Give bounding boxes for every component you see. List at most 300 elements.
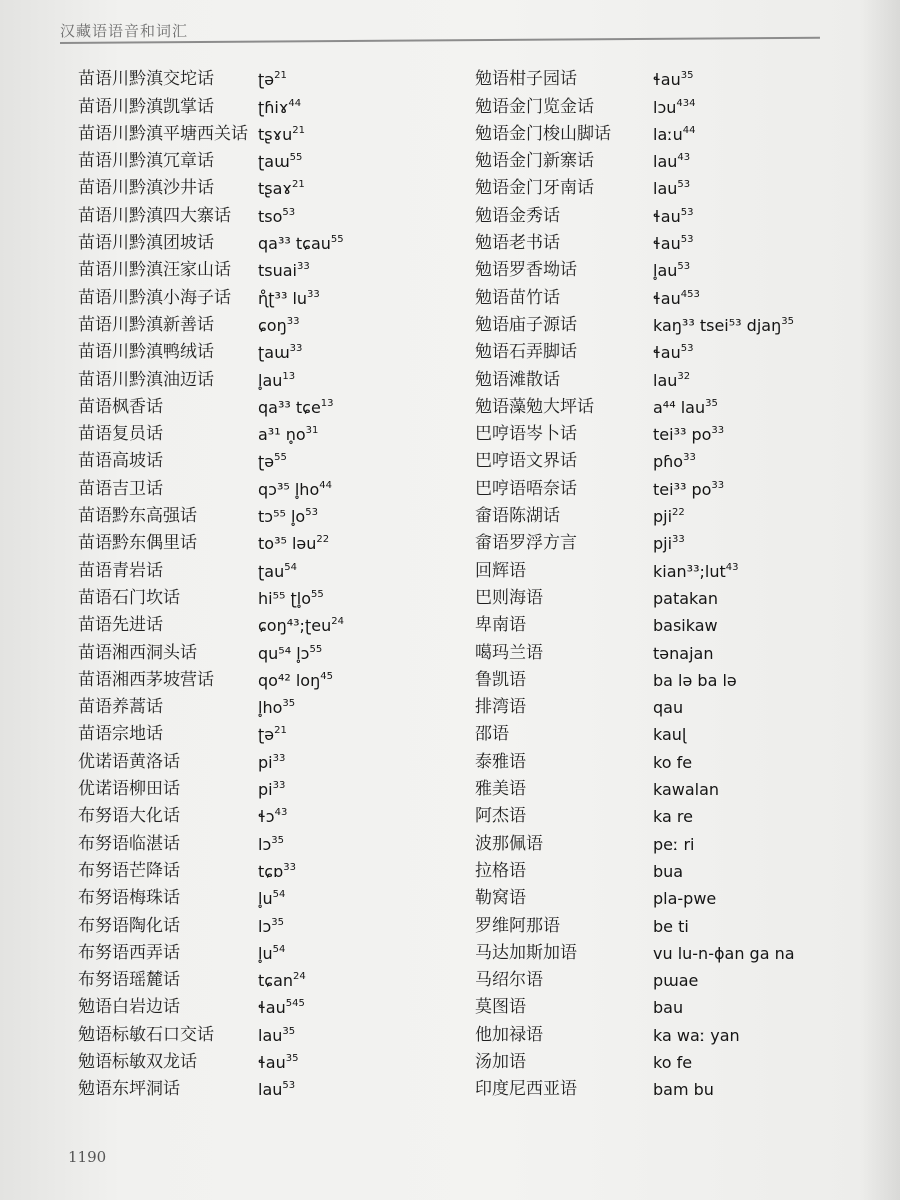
word-form-text: tɕan	[258, 971, 294, 991]
tone-number: 45	[320, 670, 333, 682]
language-name: 苗语川黔滇交坨话	[78, 69, 214, 90]
language-name: 苗语川黔滇四大寨话	[78, 205, 231, 226]
word-form	[653, 971, 698, 990]
word-form	[258, 480, 332, 499]
language-name: 布努语大化话	[78, 806, 180, 827]
word-form	[653, 125, 696, 144]
dictionary-entry	[475, 390, 795, 417]
word-form-text: kaŋ³³ tsei⁵³ djaŋ	[653, 315, 782, 335]
word-form-text: bam bu	[653, 1080, 714, 1100]
tone-number: 53	[305, 507, 318, 519]
word-form	[653, 398, 718, 417]
word-form-text: ʈə	[258, 452, 275, 472]
word-form	[653, 1026, 740, 1045]
language-name: 苗语枫香话	[78, 396, 163, 417]
word-form	[258, 98, 301, 117]
word-form-text: tsuai	[258, 261, 297, 281]
word-form	[653, 70, 693, 89]
running-header: 汉藏语语音和词汇	[60, 22, 189, 40]
language-name: 苗语吉卫话	[78, 478, 163, 499]
word-form	[653, 452, 696, 471]
language-name: 勉语白岩边话	[78, 997, 180, 1018]
word-form	[653, 725, 686, 744]
tone-number: 33	[683, 452, 696, 464]
word-form-text: ɬau	[653, 343, 681, 363]
dictionary-entry	[475, 444, 795, 471]
word-form-text: qa³³ tɕe	[258, 397, 321, 417]
language-name: 苗语湘西洞头话	[78, 642, 197, 663]
language-name: 布努语陶化话	[78, 915, 180, 936]
word-form	[653, 698, 683, 717]
dictionary-entry	[78, 444, 344, 471]
dictionary-entry	[475, 744, 795, 771]
language-name: 苗语高坡话	[78, 451, 163, 472]
language-name: 印度尼西亚语	[475, 1079, 577, 1100]
word-form	[653, 835, 695, 854]
word-form-text: ʈə	[258, 70, 275, 90]
word-form-text: ɕoŋ	[258, 315, 287, 335]
word-form	[258, 316, 299, 335]
word-form-text: ʈau	[258, 561, 285, 581]
tone-number: 434	[676, 97, 696, 109]
tone-number: 33	[286, 315, 300, 327]
word-form-text: lau	[258, 1080, 283, 1100]
dictionary-entry	[475, 936, 795, 963]
language-name: 苗语养蒿话	[78, 697, 163, 718]
language-name: 勉语罗香坳话	[475, 260, 577, 281]
word-form-text: kian³³;lut	[653, 561, 726, 581]
word-form	[653, 371, 690, 390]
word-form-text: pi	[258, 752, 273, 772]
word-form	[258, 998, 305, 1017]
language-name: 他加禄语	[475, 1024, 543, 1045]
language-name: 鲁凯语	[475, 669, 526, 690]
tone-number: 55	[274, 452, 287, 464]
word-form-text: ɕoŋ⁴³;ʈeu	[258, 616, 332, 636]
word-form-text: ba lə ba lə	[653, 670, 737, 690]
language-name: 勉语藻勉大坪话	[475, 396, 594, 417]
dictionary-entry	[78, 335, 344, 362]
tone-number: 53	[282, 206, 296, 218]
language-name: 畲语陈湖话	[475, 506, 560, 527]
tone-number: 44	[319, 479, 332, 491]
tone-number: 35	[271, 834, 284, 846]
language-name: 苗语宗地话	[78, 724, 163, 745]
word-form-text: bau	[653, 998, 684, 1018]
word-form-text: l̥au	[653, 261, 678, 281]
word-form-text: vu lu-n-ɸan ga na	[653, 943, 795, 963]
word-form-text: to³⁵ ləu	[258, 534, 317, 554]
word-form	[258, 971, 306, 990]
word-form-text: tɔ⁵⁵ l̥o	[258, 507, 306, 527]
dictionary-entry	[475, 1045, 795, 1072]
dictionary-entry	[78, 471, 344, 498]
language-name: 阿杰语	[475, 806, 526, 827]
word-form	[258, 1080, 295, 1099]
language-name: 苗语黔东偶里话	[78, 533, 197, 554]
word-form-text: tɕɒ	[258, 861, 284, 881]
tone-number: 35	[282, 698, 296, 710]
dictionary-entry	[475, 990, 795, 1017]
word-form	[258, 1053, 298, 1072]
word-form	[258, 725, 287, 744]
language-name: 苗语川黔滇油迈话	[78, 369, 214, 390]
dictionary-entry	[78, 1045, 344, 1072]
word-form-text: pɦo	[653, 452, 684, 472]
dictionary-entry	[475, 62, 795, 89]
tone-number: 33	[272, 752, 286, 764]
language-name: 苗语石门坎话	[78, 587, 180, 608]
word-form	[653, 644, 713, 663]
tone-number: 31	[305, 425, 319, 437]
word-form-text: ɬɔ	[258, 807, 275, 827]
word-form-text: lau	[258, 1025, 283, 1045]
word-form	[653, 179, 690, 198]
language-name: 噶玛兰语	[475, 642, 543, 663]
language-name: 马绍尔语	[475, 970, 543, 991]
dictionary-entry	[475, 526, 795, 553]
language-name: 雅美语	[475, 779, 526, 800]
word-form	[653, 562, 738, 581]
tone-number: 55	[311, 588, 324, 600]
tone-number: 21	[274, 725, 287, 737]
dictionary-entry	[475, 690, 795, 717]
word-form	[653, 1053, 692, 1072]
dictionary-entry	[475, 881, 795, 908]
word-form	[653, 944, 795, 963]
word-form	[258, 234, 344, 253]
dictionary-entry	[475, 253, 795, 280]
dictionary-entry	[78, 635, 344, 662]
word-form-text: qɔ³⁵ l̥ho	[258, 479, 320, 499]
language-name: 苗语川黔滇团坡话	[78, 233, 214, 254]
tone-number: 35	[271, 916, 284, 928]
dictionary-entry	[78, 908, 344, 935]
dictionary-entry	[78, 526, 344, 553]
language-name: 苗语青岩话	[78, 560, 163, 581]
word-form-text: ɬau	[258, 1052, 286, 1072]
word-form-text: tʂɤu	[258, 124, 293, 144]
word-form	[258, 671, 333, 690]
dictionary-entry	[475, 417, 795, 444]
tone-number: 545	[285, 998, 305, 1010]
word-form	[653, 998, 683, 1017]
language-name: 勉语金门牙南话	[475, 178, 594, 199]
word-form	[653, 1080, 714, 1099]
language-name: 巴哼语文界话	[475, 451, 577, 472]
word-form-text: ʈaɯ	[258, 343, 290, 363]
dictionary-entry	[475, 499, 795, 526]
word-form	[258, 835, 284, 854]
dictionary-entry	[475, 608, 795, 635]
language-name: 巴哼语唔奈话	[475, 478, 577, 499]
language-name: 排湾语	[475, 697, 526, 718]
word-form	[653, 289, 700, 308]
dictionary-entry	[78, 608, 344, 635]
word-form-text: l̥ho	[258, 698, 283, 718]
word-form-text: l̥u	[258, 943, 273, 963]
tone-number: 55	[289, 152, 303, 164]
word-form	[258, 917, 284, 936]
word-form-text: tei³³ po	[653, 425, 712, 445]
word-form-text: ʈə	[258, 725, 275, 745]
language-name: 勉语金秀话	[475, 205, 560, 226]
dictionary-entry	[78, 663, 344, 690]
tone-number: 35	[781, 315, 794, 327]
word-form-text: ʈɦiɤ	[258, 97, 289, 117]
dictionary-entry	[475, 280, 795, 307]
language-name: 马达加斯加语	[475, 942, 577, 963]
tone-number: 35	[285, 1052, 299, 1064]
word-form	[258, 862, 296, 881]
word-form-text: ɬau	[653, 206, 681, 226]
language-name: 苗语川黔滇平塘西关话	[78, 123, 248, 144]
language-name: 勉语标敏石口交话	[78, 1024, 214, 1045]
dictionary-entry	[475, 772, 795, 799]
word-form	[653, 862, 683, 881]
language-name: 邵语	[475, 724, 509, 745]
dictionary-entry	[78, 799, 344, 826]
word-form	[258, 452, 287, 471]
language-name: 卑南语	[475, 615, 526, 636]
word-form	[258, 289, 320, 308]
word-form	[653, 889, 716, 908]
dictionary-entry	[78, 144, 344, 171]
word-form-text: hi⁵⁵ ʈl̥o	[258, 588, 312, 608]
word-form	[258, 807, 287, 826]
word-form	[653, 917, 689, 936]
language-name: 苗语川黔滇凯掌话	[78, 96, 214, 117]
word-form	[258, 534, 329, 553]
tone-number: 13	[282, 370, 296, 382]
tone-number: 21	[291, 179, 305, 191]
word-form-text: ka re	[653, 807, 693, 827]
dictionary-entry	[78, 226, 344, 253]
dictionary-entry	[78, 117, 344, 144]
word-form-text: tʂaɤ	[258, 179, 292, 199]
word-form	[653, 807, 693, 826]
word-form-text: lɔ	[258, 916, 272, 936]
word-form-text: pɯae	[653, 971, 699, 991]
word-form	[258, 398, 334, 417]
page-number: 1190	[68, 1148, 107, 1166]
word-form	[258, 152, 302, 171]
dictionary-entry	[78, 390, 344, 417]
language-name: 苗语川黔滇沙井话	[78, 178, 214, 199]
tone-number: 44	[682, 124, 696, 136]
tone-number: 53	[680, 343, 694, 355]
language-name: 勉语金门新寨话	[475, 151, 594, 172]
word-form	[258, 644, 322, 663]
word-form	[653, 207, 693, 226]
tone-number: 55	[309, 643, 323, 655]
language-name: 泰雅语	[475, 751, 526, 772]
tone-number: 35	[705, 397, 718, 409]
word-form	[258, 589, 324, 608]
word-form-text: a⁴⁴ lau	[653, 397, 706, 417]
dictionary-entry	[475, 308, 795, 335]
word-form	[258, 207, 295, 226]
dictionary-entry	[78, 280, 344, 307]
word-form-text: pji	[653, 534, 673, 554]
word-form	[653, 780, 719, 799]
word-form-text: tənajan	[653, 643, 714, 663]
word-form	[653, 98, 695, 117]
word-form-text: qa³³ tɕau	[258, 234, 331, 254]
tone-number: 43	[677, 152, 691, 164]
word-form-text: tso	[258, 206, 283, 226]
language-name: 勉语滩散话	[475, 369, 560, 390]
dictionary-entry	[475, 854, 795, 881]
dictionary-entry	[78, 62, 344, 89]
dictionary-entry	[78, 308, 344, 335]
word-form	[258, 179, 305, 198]
tone-number: 22	[672, 507, 685, 519]
tone-number: 13	[320, 397, 334, 409]
tone-number: 453	[680, 288, 700, 300]
dictionary-entry	[78, 881, 344, 908]
word-form-text: lɔ	[258, 834, 272, 854]
word-form-text: l̥au	[258, 370, 283, 390]
dictionary-entry	[475, 226, 795, 253]
tone-number: 43	[725, 561, 739, 573]
language-name: 优诺语黄洛话	[78, 751, 180, 772]
dictionary-entry	[475, 1017, 795, 1044]
dictionary-entry	[475, 171, 795, 198]
word-form	[653, 343, 693, 362]
word-form	[258, 125, 305, 144]
dictionary-entry	[475, 581, 795, 608]
word-form	[653, 507, 685, 526]
word-form-text: a³¹ n̥o	[258, 425, 306, 445]
language-name: 勉语东坪洞话	[78, 1079, 180, 1100]
word-form-text: kauɭ	[653, 725, 687, 745]
word-form-text: bua	[653, 861, 684, 881]
tone-number: 33	[711, 479, 725, 491]
language-name: 回辉语	[475, 560, 526, 581]
tone-number: 33	[283, 861, 296, 873]
dictionary-entry	[78, 581, 344, 608]
word-form	[258, 562, 297, 581]
language-name: 勉语标敏双龙话	[78, 1051, 197, 1072]
dictionary-entry	[78, 171, 344, 198]
word-form	[258, 698, 295, 717]
word-form-text: qu⁵⁴ l̥ɔ	[258, 643, 310, 663]
language-name: 布努语西弄话	[78, 942, 180, 963]
tone-number: 53	[677, 179, 691, 191]
dictionary-entry	[475, 963, 795, 990]
dictionary-entry	[78, 690, 344, 717]
language-name: 勉语金门梭山脚话	[475, 123, 611, 144]
dictionary-entry	[78, 744, 344, 771]
word-form	[258, 780, 285, 799]
language-name: 苗语川黔滇新善话	[78, 314, 214, 335]
language-name: 拉格语	[475, 860, 526, 881]
tone-number: 21	[292, 124, 306, 136]
dictionary-entry	[78, 1017, 344, 1044]
language-name: 勉语石弄脚话	[475, 342, 577, 363]
language-name: 勉语庙子源话	[475, 314, 577, 335]
language-name: 莫图语	[475, 997, 526, 1018]
language-name: 布努语梅珠话	[78, 888, 180, 909]
dictionary-entry	[78, 717, 344, 744]
word-form	[258, 343, 302, 362]
word-form-text: patakan	[653, 588, 718, 608]
word-form	[258, 70, 287, 89]
word-form	[258, 1026, 295, 1045]
word-form	[258, 944, 285, 963]
tone-number: 35	[680, 70, 694, 82]
language-name: 勒窝语	[475, 888, 526, 909]
language-name: 巴则海语	[475, 587, 543, 608]
language-name: 苗语川黔滇小海子话	[78, 287, 231, 308]
language-name: 勉语苗竹话	[475, 287, 560, 308]
word-form-text: ɬau	[653, 288, 681, 308]
word-form-text: lau	[653, 370, 678, 390]
dictionary-entry	[78, 553, 344, 580]
tone-number: 53	[680, 206, 694, 218]
word-form	[258, 507, 318, 526]
tone-number: 32	[677, 370, 691, 382]
word-form-text: lɔu	[653, 97, 677, 117]
dictionary-entry	[78, 253, 344, 280]
dictionary-entry	[78, 362, 344, 389]
language-name: 苗语川黔滇冗章话	[78, 151, 214, 172]
dictionary-entry	[475, 826, 795, 853]
tone-number: 24	[331, 616, 344, 628]
dictionary-entry	[78, 1072, 344, 1099]
dictionary-entry	[78, 826, 344, 853]
language-name: 勉语金门览金话	[475, 96, 594, 117]
dictionary-entry	[475, 553, 795, 580]
language-name: 罗维阿那语	[475, 915, 560, 936]
dictionary-entry	[78, 417, 344, 444]
dictionary-entry	[78, 854, 344, 881]
word-form	[653, 616, 718, 635]
dictionary-entry	[78, 936, 344, 963]
dictionary-entry	[475, 89, 795, 116]
dictionary-entry	[475, 799, 795, 826]
language-name: 苗语川黔滇汪家山话	[78, 260, 231, 281]
dictionary-entry	[475, 362, 795, 389]
dictionary-entry	[78, 990, 344, 1017]
word-form-text: ɬau	[653, 70, 681, 90]
word-form	[258, 889, 285, 908]
word-form-text: laːu	[653, 124, 683, 144]
dictionary-entry	[78, 963, 344, 990]
tone-number: 44	[288, 97, 302, 109]
word-form	[258, 425, 318, 444]
tone-number: 33	[297, 261, 310, 273]
word-form-text: lau	[653, 179, 678, 199]
tone-number: 33	[307, 288, 320, 300]
word-form-text: pla-pwe	[653, 889, 717, 909]
tone-number: 33	[672, 534, 685, 546]
word-form	[653, 589, 718, 608]
dictionary-entry	[475, 717, 795, 744]
word-form	[258, 261, 310, 280]
language-name: 汤加语	[475, 1051, 526, 1072]
word-form-text: qau	[653, 698, 684, 718]
language-name: 苗语黔东高强话	[78, 506, 197, 527]
language-name: 巴哼语岑卜话	[475, 424, 577, 445]
tone-number: 24	[293, 971, 306, 983]
tone-number: 22	[316, 534, 330, 546]
language-name: 布努语瑶麓话	[78, 970, 180, 991]
word-form-text: ka waː yan	[653, 1025, 740, 1045]
dictionary-entry	[475, 1072, 795, 1099]
word-form-text: ʈaɯ	[258, 152, 290, 172]
